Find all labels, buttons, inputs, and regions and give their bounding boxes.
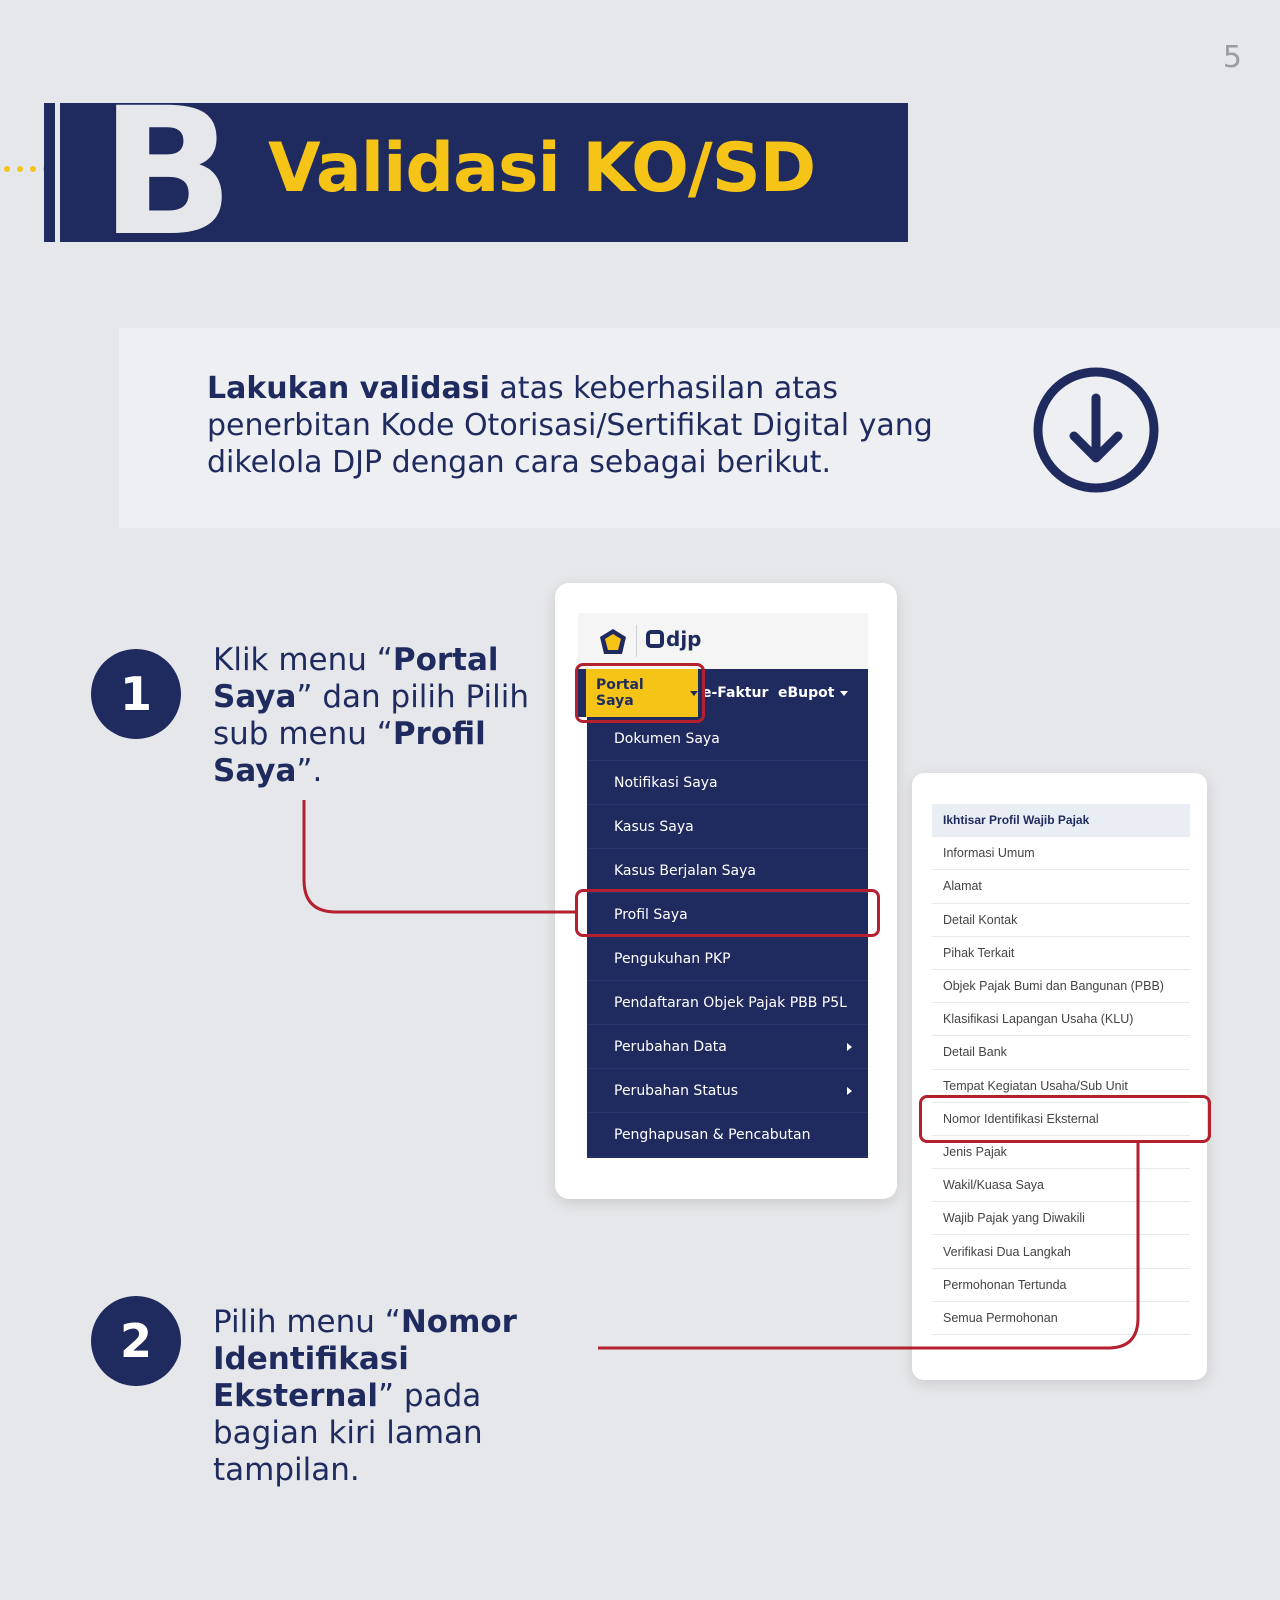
step-1-text-part: ” dan pilih Pilih sub menu “: [213, 679, 530, 752]
profile-item-detail-kontak[interactable]: Detail Kontak: [932, 904, 1190, 937]
connector-step-1: [304, 800, 575, 912]
djp-emblem-icon: [598, 627, 628, 657]
profile-item-wajib-pajak-diwakili[interactable]: Wajib Pajak yang Diwakili: [932, 1202, 1190, 1235]
menu-item-label: Profil Saya: [614, 906, 688, 923]
djp-mark-icon: [646, 630, 664, 648]
profile-item-wakil-kuasa-saya[interactable]: Wakil/Kuasa Saya: [932, 1169, 1190, 1202]
step-2-text: [213, 1304, 593, 1489]
portal-saya-dropdown: [587, 717, 868, 1158]
profile-item-alamat[interactable]: Alamat: [932, 870, 1190, 903]
banner-left-bar: [44, 103, 55, 242]
menu-item-kasus-saya[interactable]: [587, 805, 868, 849]
portal-header: [578, 613, 868, 669]
intro-text: [207, 370, 967, 481]
step-1-text-part: Klik menu “: [213, 642, 393, 678]
profile-sidebar-screenshot: [912, 773, 1207, 1380]
djp-logo: [646, 627, 702, 651]
menu-item-pendaftaran-objek-pajak[interactable]: [587, 981, 868, 1025]
profile-item-tempat-kegiatan-usaha[interactable]: Tempat Kegiatan Usaha/Sub Unit: [932, 1070, 1190, 1103]
profile-item-informasi-umum[interactable]: Informasi Umum: [932, 837, 1190, 870]
nav-efaktur[interactable]: e-Faktur: [702, 685, 769, 701]
menu-item-pengukuhan-pkp[interactable]: [587, 937, 868, 981]
menu-item-dokumen-saya[interactable]: [587, 717, 868, 761]
step-1-badge: 1: [91, 649, 181, 739]
page-number: 5: [1222, 40, 1242, 75]
profile-item-klu[interactable]: Klasifikasi Lapangan Usaha (KLU): [932, 1003, 1190, 1036]
menu-item-label: Dokumen Saya: [614, 730, 720, 747]
profile-item-semua-permohonan[interactable]: Semua Permohonan: [932, 1302, 1190, 1335]
menu-item-label: Pengukuhan PKP: [614, 950, 731, 967]
decorative-dots: [4, 166, 49, 172]
profile-item-jenis-pajak[interactable]: Jenis Pajak: [932, 1136, 1190, 1169]
chevron-right-icon: [847, 1043, 852, 1051]
menu-item-penghapusan-pencabutan[interactable]: [587, 1113, 868, 1157]
section-banner: [60, 103, 908, 242]
menu-item-label: Pendaftaran Objek Pajak PBB P5L: [614, 994, 847, 1011]
intro-body: atas keberhasilan atas penerbitan Kode Otorisasi/Sertifikat Digital yang dikelola DJP dengan cara sebagai berikut.: [207, 371, 933, 480]
section-title: Validasi KO/SD: [268, 129, 816, 208]
profile-item-objek-pajak-pbb[interactable]: Objek Pajak Bumi dan Bangunan (PBB): [932, 970, 1190, 1003]
nav-portal-saya-label: Portal Saya: [596, 677, 644, 709]
menu-item-label: Kasus Berjalan Saya: [614, 862, 756, 879]
menu-item-perubahan-data[interactable]: [587, 1025, 868, 1069]
intro-bold: Lakukan validasi: [207, 371, 490, 406]
menu-item-label: Kasus Saya: [614, 818, 694, 835]
profile-item-permohonan-tertunda[interactable]: Permohonan Tertunda: [932, 1269, 1190, 1302]
nav-ebupot[interactable]: [778, 669, 848, 717]
step-2-text-part: Pilih menu “: [213, 1304, 401, 1340]
logo-separator: [636, 625, 637, 657]
djp-logo-text: djp: [666, 627, 702, 651]
menu-item-kasus-berjalan-saya[interactable]: [587, 849, 868, 893]
step-1-bold-profil: Profil Saya: [213, 716, 486, 789]
chevron-right-icon: [847, 1087, 852, 1095]
profile-item-detail-bank[interactable]: Detail Bank: [932, 1036, 1190, 1069]
menu-item-label: Notifikasi Saya: [614, 774, 718, 791]
menu-item-label: Penghapusan & Pencabutan: [614, 1126, 811, 1143]
profile-sidebar-header: Ikhtisar Profil Wajib Pajak: [932, 804, 1190, 837]
menu-item-perubahan-status[interactable]: [587, 1069, 868, 1113]
nav-ebupot-label: eBupot: [778, 685, 835, 701]
caret-down-icon: [840, 691, 848, 696]
step-2-text-part: ” pada bagian kiri laman tampilan.: [213, 1378, 483, 1488]
profile-item-pihak-terkait[interactable]: Pihak Terkait: [932, 937, 1190, 970]
profile-item-nomor-identifikasi-eksternal[interactable]: Nomor Identifikasi Eksternal: [932, 1103, 1190, 1136]
step-1-text-part: ”.: [296, 753, 323, 789]
step-2-bold-nomor: Nomor Identifikasi Eksternal: [213, 1304, 517, 1414]
section-letter: B: [100, 103, 235, 242]
highlight-portal-saya: [575, 663, 705, 723]
intro-panel: [119, 328, 1280, 528]
step-2-badge: 2: [91, 1296, 181, 1386]
step-1-text: [213, 642, 533, 790]
highlight-nomor-identifikasi: [919, 1095, 1211, 1143]
profile-item-verifikasi-dua-langkah[interactable]: Verifikasi Dua Langkah: [932, 1235, 1190, 1268]
menu-item-notifikasi-saya[interactable]: [587, 761, 868, 805]
menu-item-label: Perubahan Status: [614, 1082, 739, 1099]
menu-item-label: Perubahan Data: [614, 1038, 727, 1055]
step-1-bold-portal: Portal Saya: [213, 642, 499, 715]
profile-sidebar-list: [932, 804, 1190, 1335]
highlight-profil-saya: [575, 889, 880, 937]
arrow-down-circle-icon: [1032, 366, 1160, 494]
